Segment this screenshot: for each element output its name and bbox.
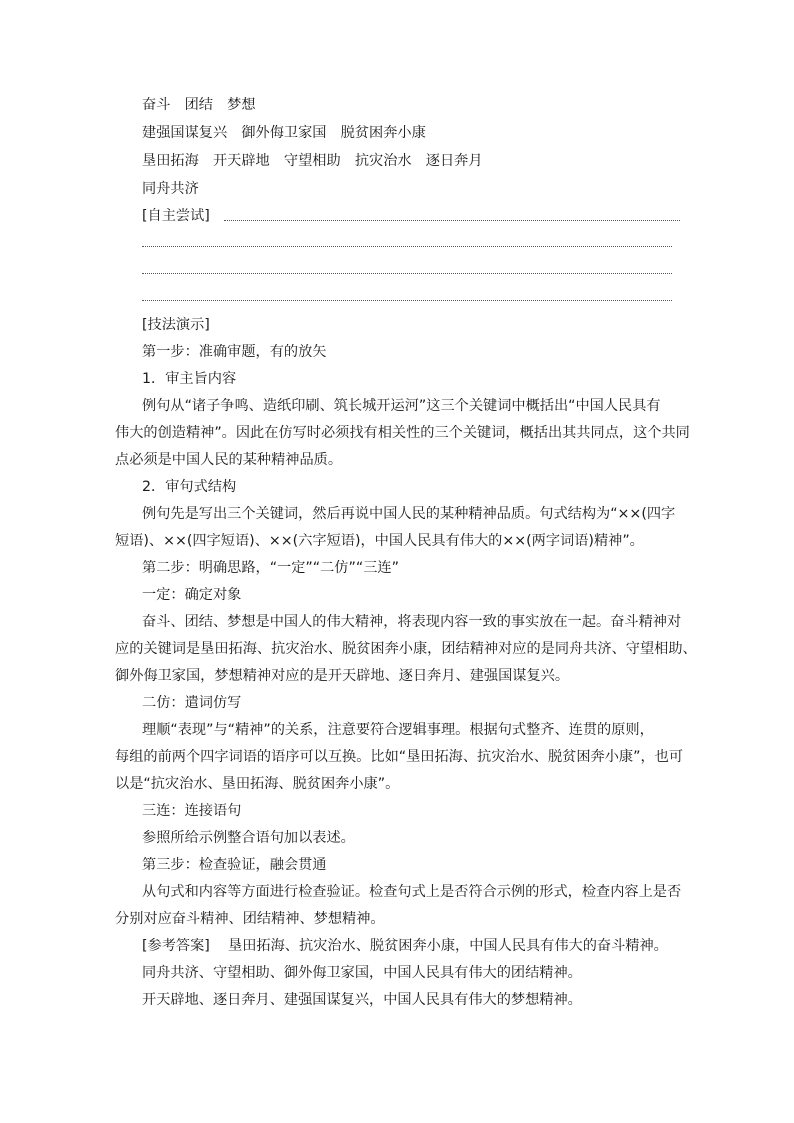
answer-dotted-line-1 — [224, 220, 680, 221]
step1-para1-line2: 伟大的创造精神”。因此在仿写时必须找有相关性的三个关键词，概括出其共同点，这个共同 — [115, 425, 690, 441]
answer-dotted-line-3 — [142, 273, 672, 274]
step2-b-heading: 二仿：遣词仿写 — [142, 695, 242, 711]
step2-b-line2: 每组的前两个四字词语的语序可以互换。比如“垦田拓海、抗灾治水、脱贫困奔小康”，也可 — [115, 749, 684, 765]
answer-dotted-line-4 — [142, 300, 672, 301]
keywords-line-4: 同舟共济 — [142, 181, 199, 197]
step2-a-line2: 应的关键词是垦田拓海、抗灾治水、脱贫困奔小康，团结精神对应的是同舟共济、守望相助、 — [115, 641, 697, 657]
step2-b-line1: 理顺“表现”与“精神”的关系，注意要符合逻辑事理。根据句式整齐、连贯的原则， — [142, 722, 654, 738]
step1-para2-line1: 例句先是写出三个关键词，然后再说中国人民的某种精神品质。句式结构为“××(四字 — [142, 506, 676, 522]
step3-heading: 第三步：检查验证，融会贯通 — [142, 857, 327, 873]
step2-a-heading: 一定：确定对象 — [142, 587, 242, 603]
keywords-line-2: 建强国谋复兴 御外侮卫家国 脱贫困奔小康 — [142, 125, 426, 141]
answer-dotted-line-2 — [142, 246, 672, 247]
step1-para1-line3: 点必须是中国人民的某种精神品质。 — [115, 452, 343, 468]
step1-para1-line1: 例句从“诸子争鸣、造纸印刷、筑长城开运河”这三个关键词中概括出“中国人民具有 — [142, 398, 661, 414]
step2-a-line3: 御外侮卫家国，梦想精神对应的是开天辟地、逐日奔月、建强国谋复兴。 — [115, 668, 570, 684]
step1-heading: 第一步：准确审题，有的放矢 — [142, 344, 327, 360]
step1-sub2: 2．审句式结构 — [142, 479, 237, 495]
step2-c-line1: 参照所给示例整合语句加以表述。 — [142, 830, 355, 846]
answer-line-3: 开天辟地、逐日奔月、建强国谋复兴，中国人民具有伟大的梦想精神。 — [142, 992, 582, 1008]
keywords-line-3: 垦田拓海 开天辟地 守望相助 抗灾治水 逐日奔月 — [142, 153, 483, 169]
step2-heading: 第二步：明确思路，“一定”“二仿”“三连” — [142, 560, 399, 576]
answer-line-2: 同舟共济、守望相助、御外侮卫家国，中国人民具有伟大的团结精神。 — [142, 965, 582, 981]
answer-line-1: 垦田拓海、抗灾治水、脱贫困奔小康，中国人民具有伟大的奋斗精神。 — [228, 938, 668, 954]
step2-a-line1: 奋斗、团结、梦想是中国人的伟大精神，将表现内容一致的事实放在一起。奋斗精神对 — [142, 614, 682, 630]
step3-line2: 分别对应奋斗精神、团结精神、梦想精神。 — [115, 911, 385, 927]
step2-c-heading: 三连：连接语句 — [142, 803, 242, 819]
answer-label: [参考答案] — [142, 938, 210, 954]
keywords-line-1: 奋斗 团结 梦想 — [142, 97, 256, 113]
self-try-label: [自主尝试] — [142, 208, 210, 224]
step1-sub1: 1．审主旨内容 — [142, 371, 237, 387]
method-label: [技法演示] — [142, 317, 210, 333]
step2-b-line3: 以是“抗灾治水、垦田拓海、脱贫困奔小康”。 — [115, 776, 400, 792]
step1-para2-line2: 短语)、××(四字短语)、××(六字短语)，中国人民具有伟大的××(两字词语)精神”。 — [115, 533, 644, 549]
step3-line1: 从句式和内容等方面进行检查验证。检查句式上是否符合示例的形式，检查内容上是否 — [142, 884, 682, 900]
